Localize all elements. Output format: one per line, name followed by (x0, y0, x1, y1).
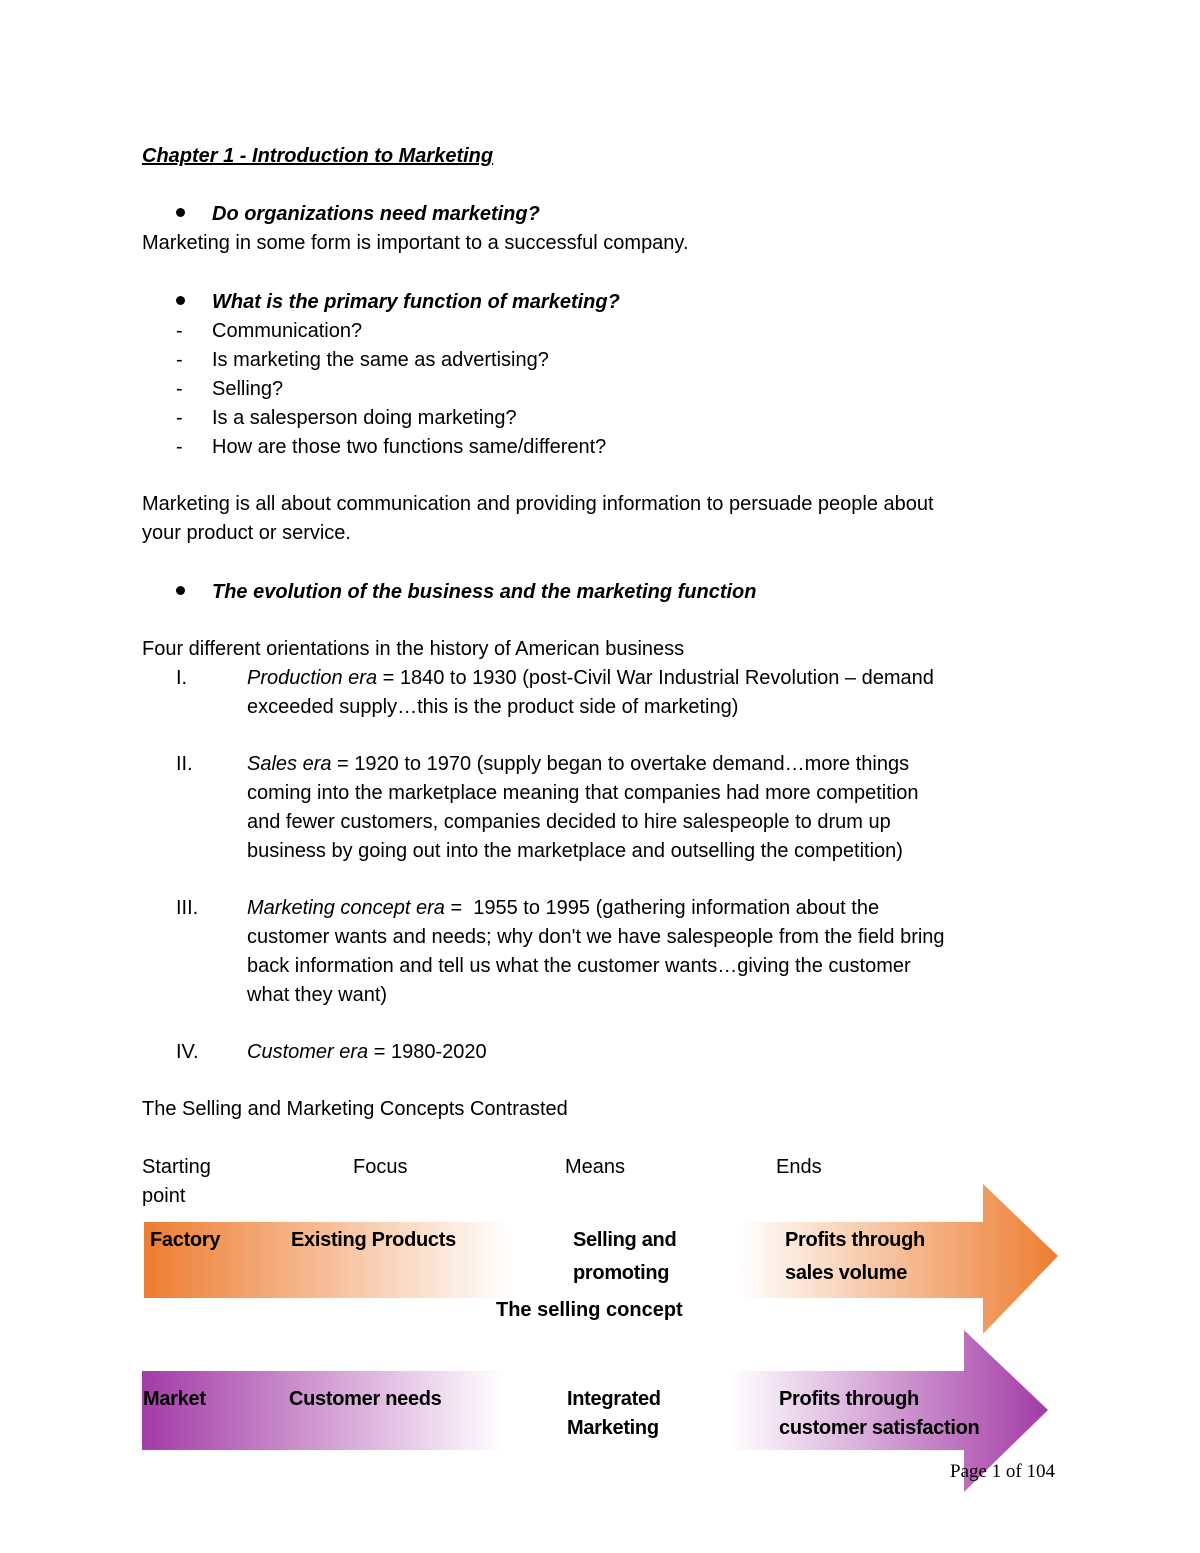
selling-means: Selling and (573, 1229, 677, 1251)
contrast-title: The Selling and Marketing Concepts Contrasted (142, 1098, 568, 1120)
era-name: Marketing concept era (247, 897, 445, 919)
marketing-means-2: Marketing (567, 1417, 659, 1439)
era-line: back information and tell us what the customer wants…giving the customer (247, 955, 911, 977)
era-name: Sales era (247, 753, 332, 775)
list-item: How are those two functions same/different? (212, 436, 607, 458)
selling-ends-2: sales volume (785, 1262, 908, 1284)
header-ends: Ends (776, 1156, 822, 1178)
selling-focus: Existing Products (291, 1229, 456, 1251)
marketing-ends-2: customer satisfaction (779, 1417, 980, 1439)
dash-icon: - (176, 320, 183, 342)
era-text: = 1955 to 1995 (gathering information about the (444, 897, 880, 919)
era-numeral: II. (176, 753, 193, 775)
answer-1: Marketing in some form is important to a successful company. (142, 232, 689, 254)
era-text: = 1980-2020 (368, 1041, 487, 1063)
selling-start: Factory (150, 1229, 221, 1251)
list-item: Selling? (212, 378, 284, 400)
marketing-start: Market (143, 1388, 206, 1410)
chapter-title: Chapter 1 - Introduction to Marketing (142, 145, 494, 167)
marketing-ends: Profits through (779, 1388, 919, 1410)
dash-icon: - (176, 407, 183, 429)
bullet-icon (176, 208, 185, 217)
dash-icon: - (176, 436, 183, 458)
era-name: Customer era (247, 1041, 369, 1063)
era-line: what they want) (247, 984, 388, 1006)
orientations-intro: Four different orientations in the history of American business (142, 638, 685, 660)
era-numeral: IV. (176, 1041, 199, 1063)
era-line (247, 750, 909, 778)
marketing-focus: Customer needs (289, 1388, 442, 1410)
era-name: Production era (247, 667, 378, 689)
era-line: exceeded supply…this is the product side of marketing) (247, 696, 739, 718)
marketing-means: Integrated (567, 1388, 661, 1410)
question-1: Do organizations need marketing? (212, 203, 540, 225)
selling-ends: Profits through (785, 1229, 925, 1251)
summary-line: Marketing is all about communication and providing information to persuade people about (142, 493, 934, 515)
era-line: business by going out into the marketplace and outselling the competition) (247, 840, 903, 862)
selling-concept-caption: The selling concept (496, 1299, 683, 1321)
era-numeral: III. (176, 897, 199, 919)
bullet-icon (176, 296, 185, 305)
selling-means-2: promoting (573, 1262, 670, 1284)
header-means: Means (565, 1156, 626, 1178)
era-text: = 1840 to 1930 (post-Civil War Industrial Revolution – demand (377, 667, 934, 689)
question-3: The evolution of the business and the marketing function (212, 581, 757, 603)
list-item: Is a salesperson doing marketing? (212, 407, 517, 429)
header-starting-2: point (142, 1185, 186, 1207)
era-text: = 1920 to 1970 (supply began to overtake demand…more things (331, 753, 910, 775)
header-starting: Starting (142, 1156, 211, 1178)
header-focus: Focus (353, 1156, 408, 1178)
question-2: What is the primary function of marketing? (212, 291, 620, 313)
era-line: coming into the marketplace meaning that companies had more competition (247, 782, 919, 804)
bullet-icon (176, 586, 185, 595)
list-item: Is marketing the same as advertising? (212, 349, 549, 371)
page-number: Page 1 of 104 (950, 1461, 1056, 1482)
list-item: Communication? (212, 320, 363, 342)
summary-line: your product or service. (142, 522, 351, 544)
era-line: customer wants and needs; why don't we have salespeople from the field bring (247, 926, 945, 948)
dash-icon: - (176, 378, 183, 400)
dash-icon: - (176, 349, 183, 371)
era-line (247, 1038, 487, 1066)
era-line (247, 664, 934, 692)
era-numeral: I. (176, 667, 188, 689)
era-line (247, 894, 879, 922)
era-line: and fewer customers, companies decided to hire salespeople to drum up (247, 811, 891, 833)
